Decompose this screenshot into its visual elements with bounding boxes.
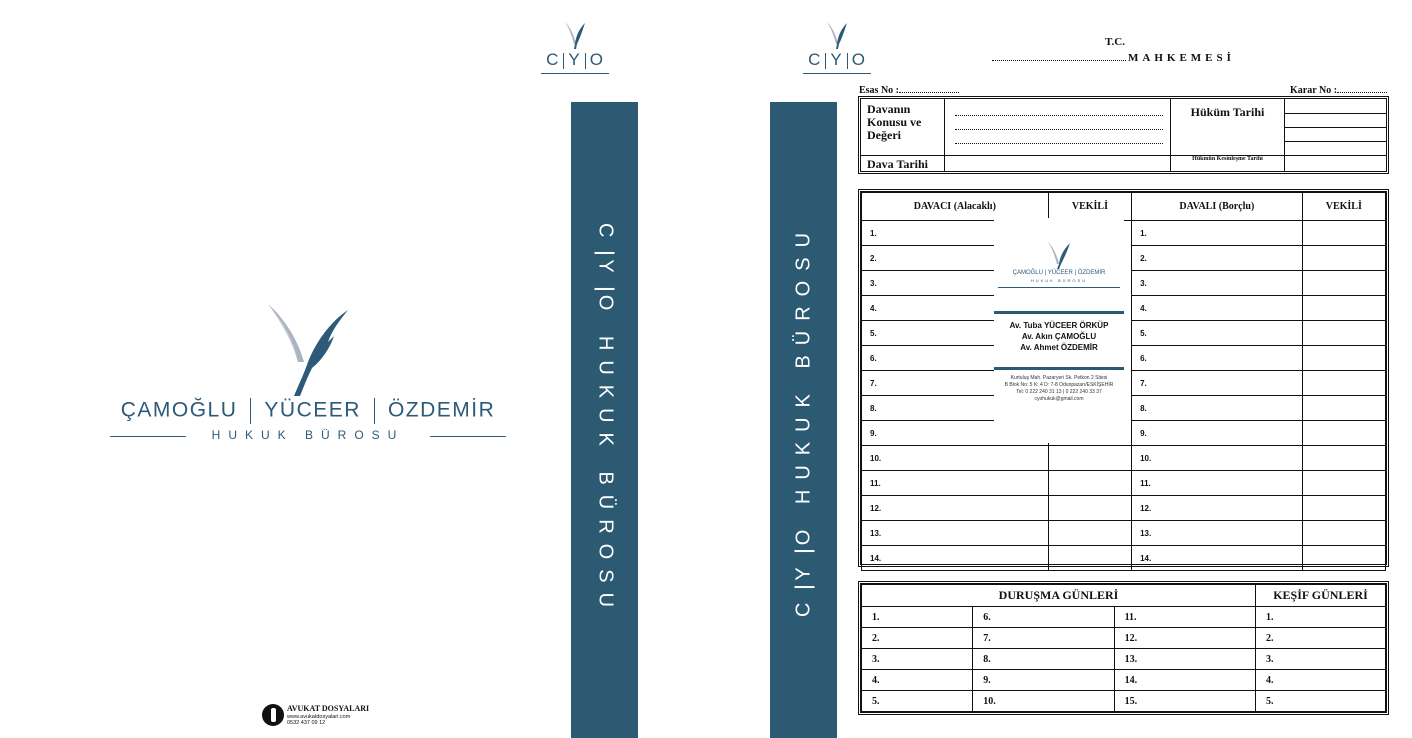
plaintiff-attorney-header: VEKİLİ [1048, 193, 1131, 221]
card-firm-names: ÇAMOĞLU | YÜCEER | ÖZDEMİR [1012, 270, 1106, 276]
quill-small-icon [823, 20, 851, 50]
firm-name-2: YÜCEER [264, 398, 361, 422]
spine-right [770, 102, 837, 738]
plaintiff-cell[interactable]: 14. [862, 546, 1049, 571]
table-row [862, 546, 1386, 571]
table-row [862, 691, 1386, 712]
date-value-cell[interactable] [945, 155, 1171, 171]
defendant-cell[interactable]: 5. [1132, 321, 1303, 346]
defendant-attorney-cell[interactable] [1302, 546, 1385, 571]
plaintiff-cell[interactable]: 1. [862, 221, 1049, 246]
hearing-day-cell[interactable]: 13. [1114, 649, 1255, 670]
defendant-attorney-cell[interactable] [1302, 521, 1385, 546]
defendant-cell[interactable]: 14. [1132, 546, 1303, 571]
hearing-day-cell[interactable]: 2. [862, 628, 973, 649]
hearings-table [861, 584, 1386, 712]
hearing-day-cell[interactable]: 1. [862, 607, 973, 628]
plaintiff-cell[interactable]: 5. [862, 321, 1049, 346]
table-row [862, 471, 1386, 496]
lawyer-3: Av. Ahmet ÖZDEMİR [1020, 343, 1098, 352]
hearing-day-cell[interactable]: 14. [1114, 670, 1255, 691]
hearing-day-cell[interactable]: 3. [1256, 649, 1386, 670]
defendant-attorney-cell[interactable] [1302, 421, 1385, 446]
address-line-1: Kurtuluş Mah. Pazaryeri Sk. Petkon 2 Sitesi [1010, 375, 1108, 381]
table-row [862, 649, 1386, 670]
quill-logo-icon [180, 300, 440, 400]
mini-logo-right [797, 20, 877, 80]
mini-letter-o: O [851, 50, 866, 69]
defendant-cell[interactable]: 9. [1132, 421, 1303, 446]
hearing-day-cell[interactable]: 9. [973, 670, 1114, 691]
lawyer-1: Av. Tuba YÜCEER ÖRKÜP [1009, 321, 1109, 330]
hearing-day-cell[interactable]: 11. [1114, 607, 1255, 628]
defendant-attorney-cell[interactable] [1302, 371, 1385, 396]
defendant-cell[interactable]: 3. [1132, 271, 1303, 296]
defendant-attorney-cell[interactable] [1302, 296, 1385, 321]
defendant-cell[interactable]: 11. [1132, 471, 1303, 496]
table-row [862, 446, 1386, 471]
defendant-attorney-cell[interactable] [1302, 496, 1385, 521]
plaintiff-cell[interactable]: 12. [862, 496, 1049, 521]
spine-left [571, 102, 638, 738]
hearing-day-cell[interactable]: 5. [862, 691, 973, 712]
defendant-attorney-cell[interactable] [1302, 446, 1385, 471]
discovery-days-header: KEŞİF GÜNLERİ [1256, 585, 1386, 607]
plaintiff-cell[interactable]: 2. [862, 246, 1049, 271]
mini-letter-y: Y [568, 50, 581, 69]
defendant-attorney-header: VEKİLİ [1302, 193, 1385, 221]
defendant-cell[interactable]: 2. [1132, 246, 1303, 271]
quill-card-icon [1042, 240, 1076, 270]
plaintiff-attorney-cell[interactable] [1048, 496, 1131, 521]
firm-subtitle [110, 428, 506, 444]
defendant-attorney-cell[interactable] [1302, 471, 1385, 496]
hearing-day-cell[interactable]: 10. [973, 691, 1114, 712]
hearing-days-header: DURUŞMA GÜNLERİ [862, 585, 1256, 607]
plaintiff-attorney-cell[interactable] [1048, 521, 1131, 546]
mini-letter-y: Y [830, 50, 843, 69]
verdict-date-values[interactable] [1285, 99, 1386, 155]
defendant-attorney-cell[interactable] [1302, 271, 1385, 296]
table-row [862, 496, 1386, 521]
firm-name-1: ÇAMOĞLU [120, 398, 238, 422]
tc-heading: T.C. [1105, 36, 1125, 48]
tel-line: Tel: 0 222 240 31 13 | 0 222 240 33 37 [1016, 389, 1102, 395]
spine-text: CYO HUKUK BÜROSU [792, 222, 814, 618]
plaintiff-cell[interactable]: 7. [862, 371, 1049, 396]
firm-subtitle-text: HUKUK BÜROSU [211, 428, 405, 442]
hearing-day-cell[interactable]: 4. [1256, 670, 1386, 691]
card-address [994, 375, 1124, 403]
lawyer-2: Av. Akın ÇAMOĞLU [1021, 332, 1097, 341]
plaintiff-attorney-cell[interactable] [1048, 446, 1131, 471]
plaintiff-cell[interactable]: 6. [862, 346, 1049, 371]
defendant-attorney-cell[interactable] [1302, 246, 1385, 271]
mini-logo-left [535, 20, 615, 80]
finality-date-label: Hükmün Kesinleşme Tarihi [1171, 155, 1285, 171]
plaintiff-cell[interactable]: 8. [862, 396, 1049, 421]
table-row [862, 521, 1386, 546]
defendant-cell[interactable]: 10. [1132, 446, 1303, 471]
quill-small-icon [561, 20, 589, 50]
court-heading [992, 52, 1235, 64]
subject-value-cell[interactable] [945, 99, 1171, 155]
case-info-box [858, 96, 1389, 174]
defendant-cell[interactable]: 4. [1132, 296, 1303, 321]
plaintiff-cell[interactable]: 10. [862, 446, 1049, 471]
defendant-attorney-cell[interactable] [1302, 221, 1385, 246]
plaintiff-attorney-cell[interactable] [1048, 546, 1131, 571]
verdict-date-label-cell [1171, 99, 1285, 155]
hearing-day-cell[interactable]: 4. [862, 670, 973, 691]
table-row [862, 607, 1386, 628]
address-line-2: B Blok No: 5 K: 4 D: 7-8 Odunpazarı/ESKİŞEHİR [1004, 382, 1114, 388]
publisher-url: www.avukatdosyalari.com [287, 714, 351, 720]
date-label: Dava Tarihi [867, 157, 929, 171]
plaintiff-attorney-cell[interactable] [1048, 471, 1131, 496]
verdict-date-label: Hüküm Tarihi [1190, 105, 1265, 119]
card-sub: HUKUK BÜROSU [1030, 278, 1088, 283]
plaintiff-cell[interactable]: 9. [862, 421, 1049, 446]
hearing-day-cell[interactable]: 8. [973, 649, 1114, 670]
defendant-cell[interactable]: 12. [1132, 496, 1303, 521]
hearing-day-cell[interactable]: 12. [1114, 628, 1255, 649]
table-row [862, 670, 1386, 691]
plaintiff-cell[interactable]: 3. [862, 271, 1049, 296]
defendant-attorney-cell[interactable] [1302, 346, 1385, 371]
hearing-day-cell[interactable]: 3. [862, 649, 973, 670]
date-label-cell [861, 155, 945, 171]
finality-date-value[interactable] [1285, 155, 1386, 171]
defendant-attorney-cell[interactable] [1302, 321, 1385, 346]
plaintiff-header: DAVACI (Alacaklı) [862, 193, 1049, 221]
table-row [862, 628, 1386, 649]
defendant-cell[interactable]: 6. [1132, 346, 1303, 371]
plaintiff-cell[interactable]: 4. [862, 296, 1049, 321]
law-office-card [994, 218, 1124, 443]
hearing-day-cell[interactable]: 6. [973, 607, 1114, 628]
hearing-day-cell[interactable]: 1. [1256, 607, 1386, 628]
hearing-day-cell[interactable]: 7. [973, 628, 1114, 649]
defendant-cell[interactable]: 1. [1132, 221, 1303, 246]
hearing-day-cell[interactable]: 15. [1114, 691, 1255, 712]
hearing-day-cell[interactable]: 5. [1256, 691, 1386, 712]
publisher-name: AVUKAT DOSYALARI [287, 704, 370, 713]
firm-name-3: ÖZDEMİR [387, 398, 496, 422]
publisher-phone: 0532 437 09 12 [287, 720, 326, 726]
email-line: cyohukuk@gmail.com [1034, 396, 1084, 402]
esas-no: Esas No : [859, 85, 959, 96]
hearing-day-cell[interactable]: 2. [1256, 628, 1386, 649]
court-label: MAHKEMESİ [1128, 52, 1235, 64]
firm-names [110, 398, 506, 424]
plaintiff-cell[interactable]: 11. [862, 471, 1049, 496]
spine-label: HUKUK BÜROSU [792, 222, 814, 505]
spine-text: CYO HUKUK BÜROSU [594, 222, 616, 618]
mini-letter-c: C [808, 50, 822, 69]
defendant-cell[interactable]: 8. [1132, 396, 1303, 421]
defendant-header: DAVALI (Borçlu) [1132, 193, 1303, 221]
defendant-cell[interactable]: 7. [1132, 371, 1303, 396]
subject-label-cell [861, 99, 945, 155]
subject-label: Davanın Konusu ve Değeri [867, 102, 922, 142]
mini-letter-c: C [546, 50, 560, 69]
publisher-logo-icon [262, 704, 284, 726]
publisher-brand [262, 704, 382, 728]
karar-no: Karar No : [1290, 85, 1387, 96]
card-lawyers [994, 320, 1124, 353]
hearings-box [858, 581, 1389, 715]
mini-letter-o: O [589, 50, 604, 69]
plaintiff-cell[interactable]: 13. [862, 521, 1049, 546]
defendant-cell[interactable]: 13. [1132, 521, 1303, 546]
spine-label: HUKUK BÜROSU [594, 335, 616, 618]
defendant-attorney-cell[interactable] [1302, 396, 1385, 421]
